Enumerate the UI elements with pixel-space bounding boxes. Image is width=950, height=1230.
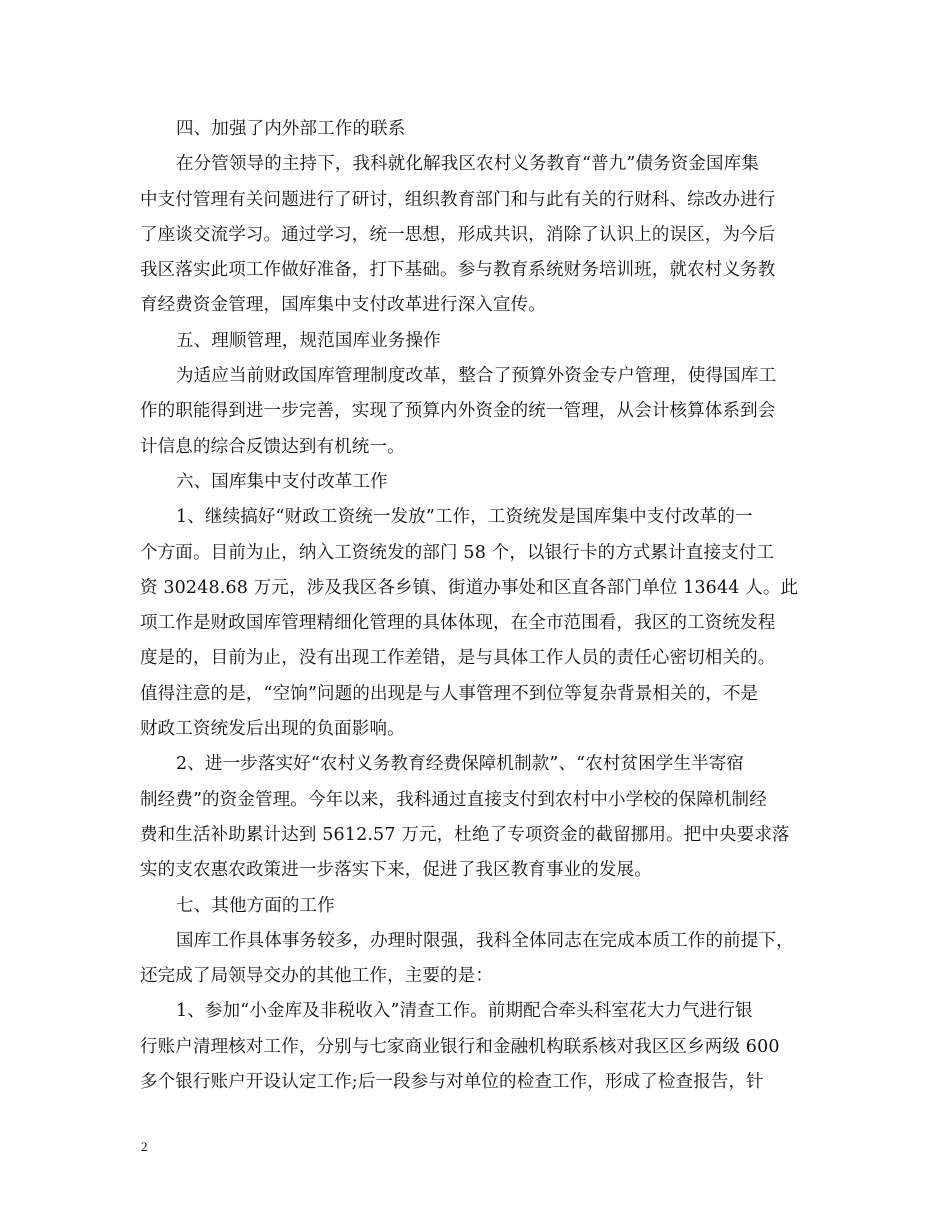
text-line: 还完成了局领导交办的其他工作，主要的是： [140,966,493,987]
text-line: 作的职能得到进一步完善，实现了预算内外资金的统一管理，从会计核算体系到会 [140,401,776,422]
text-line: 我区落实此项工作做好准备，打下基础。参与教育系统财务培训班，就农村义务教 [140,260,776,281]
text-line: 多个银行账户开设认定工作;后一段参与对单位的检查工作，形成了检查报告，针 [140,1072,764,1093]
document-body [140,112,818,1100]
text-line: 项工作是财政国库管理精细化管理的具体体现，在全市范围看，我区的工资统发程 [140,613,776,634]
text-line: 中支付管理有关问题进行了研讨，组织教育部门和与此有关的行财科、综改办进行 [140,189,776,210]
text-line: 了座谈交流学习。通过学习，统一思想，形成共识，消除了认识上的误区，为今后 [140,224,776,245]
text-line: 五、理顺管理，规范国库业务操作 [176,330,441,351]
text-line: 1、参加“小金库及非税收入”清查工作。前期配合牵头科室花大力气进行银 [176,1001,753,1022]
text-line: 财政工资统发后出现的负面影响。 [140,719,405,740]
text-line: 2、进一步落实好“农村义务教育经费保障机制款”、“农村贫困学生半寄宿 [176,754,745,775]
text-line: 四、加强了内外部工作的联系 [176,119,406,139]
text-line: 度是的，目前为止，没有出现工作差错，是与具体工作人员的责任心密切相关的。 [140,648,776,669]
text-line: 制经费”的资金管理。今年以来，我科通过直接支付到农村中小学校的保障机制经 [140,789,767,810]
text-line: 费和生活补助累计达到 5612.57 万元，杜绝了专项资金的截留挪用。把中央要求落 [140,824,790,845]
text-line: 值得注意的是，“空饷”问题的出现是与人事管理不到位等复杂背景相关的，不是 [140,683,759,704]
text-line: 行账户清理核对工作，分别与七家商业银行和金融机构联系核对我区区乡两级 600 [140,1036,780,1057]
text-line: 资 30248.68 万元，涉及我区各乡镇、街道办事处和区直各部门单位 13644 人。此 [140,577,799,598]
text-line: 个方面。目前为止，纳入工资统发的部门 58 个，以银行卡的方式累计直接支付工 [140,542,775,563]
text-line: 实的支农惠农政策进一步落实下来，促进了我区教育事业的发展。 [140,860,652,881]
text-line: 六、国库集中支付改革工作 [176,471,388,492]
text-line: 国库工作具体事务较多，办理时限强，我科全体同志在完成本质工作的前提下， [176,930,794,951]
text-line: 为适应当前财政国库管理制度改革，整合了预算外资金专户管理，使得国库工 [176,366,777,387]
text-line: 育经费资金管理，国库集中支付改革进行深入宣传。 [140,295,546,316]
text-line: 计信息的综合反馈达到有机统一。 [140,436,405,457]
text-line: 1、继续搞好“财政工资统一发放”工作，工资统发是国库集中支付改革的一 [176,507,753,528]
page-number: 2 [141,1139,148,1154]
text-line: 在分管领导的主持下，我科就化解我区农村义务教育“普九”债务资金国库集 [176,154,759,175]
text-line: 七、其他方面的工作 [176,895,335,916]
